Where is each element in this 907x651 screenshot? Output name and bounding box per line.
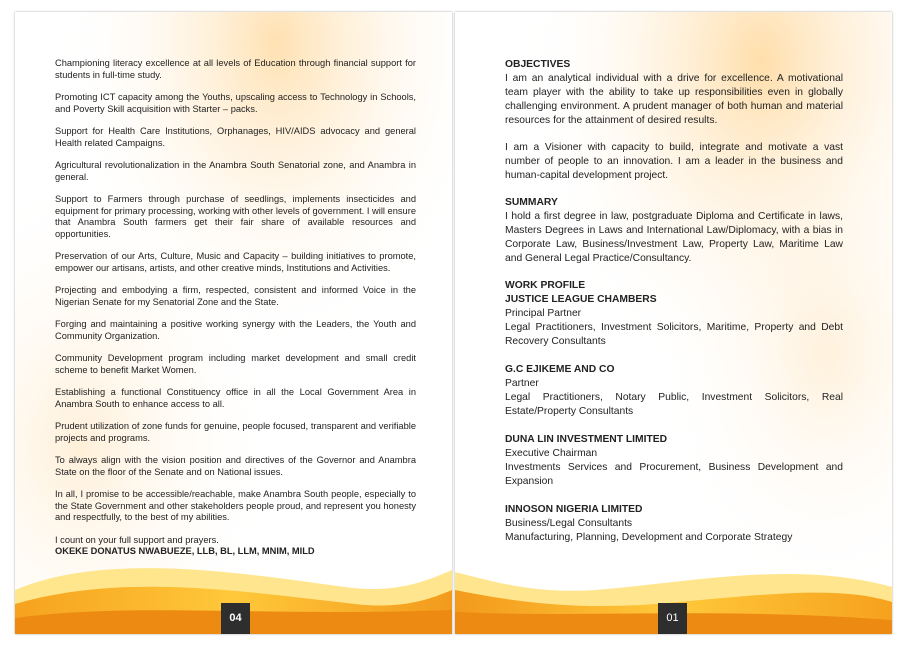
agenda-paragraph: Forging and maintaining a positive working synergy with the Leaders, the Youth and Community Organization. — [55, 319, 416, 341]
company-name: DUNA LIN INVESTMENT LIMITED — [505, 434, 668, 445]
agenda-paragraph: Championing literacy excellence at all levels of Education through financial support for students in full-time study. — [55, 58, 416, 80]
agenda-paragraph: To always align with the vision position and directives of the Governor and Anambra State on the floor of the Senate and on National issues. — [55, 455, 416, 477]
job-role: Executive Chairman — [505, 448, 598, 459]
company-name: JUSTICE LEAGUE CHAMBERS — [505, 294, 657, 305]
job-description: Legal Practitioners, Investment Solicitors, Maritime, Property and Debt Recovery Consultants — [505, 322, 843, 347]
work-entry — [505, 363, 843, 419]
job-role: Principal Partner — [505, 308, 582, 319]
job-role: Business/Legal Consultants — [505, 518, 633, 529]
company-name: INNOSON NIGERIA LIMITED — [505, 504, 643, 515]
job-role: Partner — [505, 378, 539, 389]
objectives-paragraph: I am a Visioner with capacity to build, integrate and motivate a vast number of people to an innovation. I am a leader in the business and human-capital development project. — [505, 142, 843, 181]
agenda-paragraph: Prudent utilization of zone funds for genuine, people focused, transparent and verifiable projects and programs. — [55, 421, 416, 443]
objectives-paragraph: I am an analytical individual with a drive for excellence. A motivational team player with the ability to take up responsibilities even in globally challenging environment. A prudent manager of both human and material resources for the attainment of desired results. — [505, 73, 843, 126]
work-entry — [505, 503, 843, 545]
agenda-paragraph: Establishing a functional Constituency office in all the Local Government Area in Anambra South to enhance access to all. — [55, 387, 416, 409]
work-profile-heading: WORK PROFILE — [505, 280, 586, 291]
left-page — [15, 12, 452, 634]
job-description: Legal Practitioners, Notary Public, Investment Solicitors, Real Estate/Property Consultants — [505, 392, 843, 417]
agenda-paragraph: In all, I promise to be accessible/reachable, make Anambra South people, especially to the State Government and other stakeholders people proud, and represent you honesty and respectfully, to the best of my abilities. — [55, 489, 416, 522]
left-page-text — [55, 58, 416, 558]
job-description: Manufacturing, Planning, Development and Corporate Strategy — [505, 532, 793, 543]
agenda-paragraph: Community Development program including market development and small credit scheme to benefit Market Women. — [55, 353, 416, 375]
summary-paragraph: I hold a first degree in law, postgraduate Diploma and Certificate in laws, Masters Degrees in Laws and International Law/Diplomacy, with a bias in Corporate Law, Business/Investment Law, Property Law, Maritime Law and General Legal Practice/Consultancy. — [505, 211, 843, 264]
agenda-paragraph: Agricultural revolutionalization in the Anambra South Senatorial zone, and Anambra in general. — [55, 160, 416, 182]
agenda-paragraph: Projecting and embodying a firm, respected, consistent and informed Voice in the Nigerian Senate for my Senatorial Zone and the State. — [55, 285, 416, 307]
page-number: 01 — [658, 603, 687, 634]
closing-line: I count on your full support and prayers. — [55, 534, 219, 545]
objectives-heading: OBJECTIVES — [505, 59, 571, 70]
work-entry — [505, 433, 843, 489]
company-name: G.C EJIKEME AND CO — [505, 364, 615, 375]
work-entry — [505, 293, 843, 349]
agenda-paragraph: Support for Health Care Institutions, Orphanages, HIV/AIDS advocacy and general Health related Campaigns. — [55, 126, 416, 148]
agenda-paragraph: Preservation of our Arts, Culture, Music and Capacity – building initiatives to promote, empower our artisans, artists, and other creative minds, Institutions and Activities. — [55, 251, 416, 273]
right-page — [455, 12, 892, 634]
job-description: Investments Services and Procurement, Business Development and Expansion — [505, 462, 843, 487]
agenda-paragraph: Support to Farmers through purchase of seedlings, implements insecticides and equipment for primary processing, working with other levels of government. I will ensure that Anambra South farmers get their fair share of available resources and opportunities. — [55, 194, 416, 239]
agenda-paragraph: Promoting ICT capacity among the Youths, upscaling access to Technology in Schools, and Poverty Skill acquisition with Starter – packs. — [55, 92, 416, 114]
right-page-text — [505, 58, 843, 559]
summary-heading: SUMMARY — [505, 197, 558, 208]
page-number: 04 — [221, 603, 250, 634]
signature-name: OKEKE DONATUS NWABUEZE, LLB, BL, LLM, MNIM, MILD — [55, 546, 315, 556]
